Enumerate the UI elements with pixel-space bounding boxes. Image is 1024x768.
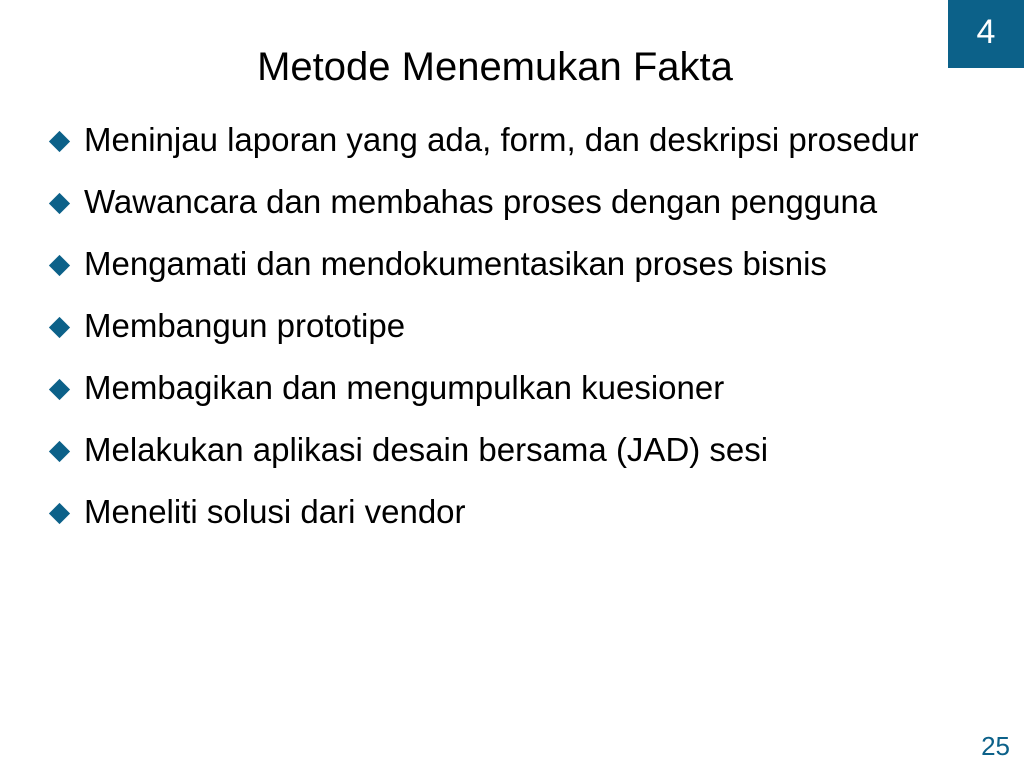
slide-title: Metode Menemukan Fakta [257, 45, 733, 89]
bullet-text: Wawancara dan membahas proses dengan pengguna [84, 183, 878, 220]
bullet-item [46, 302, 946, 350]
bullet-text: Meninjau laporan yang ada, form, dan deskripsi prosedur [84, 121, 919, 158]
bullet-text: Meneliti solusi dari vendor [84, 493, 466, 530]
diamond-bullet-icon [49, 317, 70, 338]
bullet-item [46, 178, 946, 226]
bullet-item [46, 488, 946, 536]
bullet-item [46, 240, 946, 288]
diamond-bullet-icon [49, 379, 70, 400]
bullet-item [46, 426, 946, 474]
diamond-bullet-icon [49, 503, 70, 524]
chapter-badge: 4 [948, 0, 1024, 68]
bullet-text: Membagikan dan mengumpulkan kuesioner [84, 369, 725, 406]
bullet-list [46, 116, 946, 550]
page-number: 25 [981, 731, 1010, 761]
bullet-text: Membangun prototipe [84, 307, 406, 344]
bullet-item [46, 116, 946, 164]
diamond-bullet-icon [49, 441, 70, 462]
diamond-bullet-icon [49, 131, 70, 152]
diamond-bullet-icon [49, 193, 70, 214]
bullet-text: Mengamati dan mendokumentasikan proses bisnis [84, 245, 827, 282]
bullet-item [46, 364, 946, 412]
diamond-bullet-icon [49, 255, 70, 276]
bullet-text: Melakukan aplikasi desain bersama (JAD) sesi [84, 431, 769, 468]
